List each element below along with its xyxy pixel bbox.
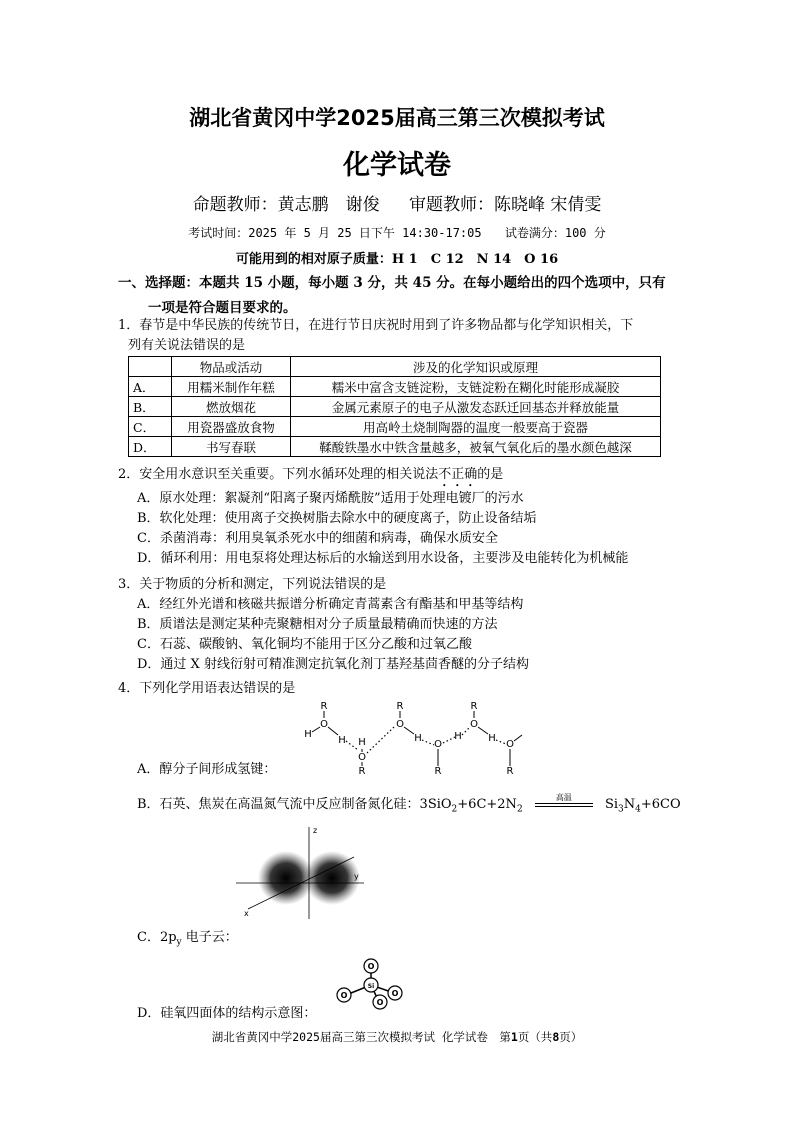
q2-option-a: A．原水处理：絮凝剂“阳离子聚丙烯酰胺”适用于处理电镀厂的污水 <box>137 491 524 506</box>
q4-b-text: B．石英、焦炭在高温氮气流中反应制备氮化硅：3SiO <box>137 797 452 812</box>
section-line-1: 一、选择题：本题共 15 小题，每小题 3 分，共 45 分。在每小题给出的四个选项中，只有 <box>118 275 666 291</box>
oxygen-label: O <box>391 989 399 998</box>
cloud-lobe-right <box>304 851 360 905</box>
question-4-stem: 4．下列化学用语表达错误的是 <box>118 681 296 696</box>
oxygen-label: O <box>340 991 348 1000</box>
question-1-stem <box>118 316 678 356</box>
q4-option-d: D．硅氧四面体的结构示意图： <box>137 1006 317 1021</box>
full-score: 试卷满分：100 分 <box>504 226 606 240</box>
fig-h-label: H <box>454 731 462 742</box>
q2-option-b: B．软化处理：使用离子交换树脂去除水中的硬度离子，防止设备结垢 <box>137 511 537 526</box>
q3-option-a: A．经红外光谱和核磁共振谱分析确定青蒿素含有酯基和甲基等结构 <box>137 597 524 612</box>
axis-x: x <box>244 909 249 918</box>
fig-o-label: O <box>320 719 328 730</box>
row-principle: 用高岭土烧制陶器的温度一般要高于瓷器 <box>291 417 661 437</box>
table-header-item: 物品或活动 <box>172 357 291 377</box>
axis-y: y <box>354 872 359 881</box>
row-principle: 糯米中富含支链淀粉，支链淀粉在糊化时能形成凝胶 <box>291 377 661 397</box>
hydrogen-bond-figure <box>290 697 530 775</box>
reviewer-teachers: 审题教师：陈晓峰 宋倩雯 <box>409 195 602 215</box>
q2-emphasis: 不正确 <box>438 467 478 482</box>
fig-h-label: H <box>338 735 346 746</box>
fig-h-label: H <box>488 733 496 744</box>
axis-z: z <box>313 826 318 835</box>
row-option: B． <box>129 397 172 417</box>
question-2-options <box>137 489 687 569</box>
fig-o-label: O <box>358 752 366 763</box>
q1-stem-line-2: 列有关说法错误的是 <box>128 338 246 353</box>
row-option: D． <box>129 437 172 457</box>
table-row <box>129 437 661 457</box>
q4-c-tail: 电子云： <box>181 930 238 945</box>
fig-r-label: R <box>358 766 366 775</box>
footer-total: 8 <box>552 1030 560 1044</box>
oxygen-label: O <box>367 962 375 971</box>
footer-end: 页） <box>559 1030 583 1044</box>
q2-option-d: D．循环利用：用电泵将处理达标后的水输送到用水设备，主要涉及电能转化为机械能 <box>137 551 629 566</box>
row-item: 用瓷器盛放食物 <box>172 417 291 437</box>
row-principle: 鞣酸铁墨水中铁含量越多，被氧气氧化后的墨水颜色越深 <box>291 437 661 457</box>
question-1-table <box>128 356 661 457</box>
fig-r-label: R <box>470 701 478 712</box>
silicon-label: Si <box>367 983 375 990</box>
fig-o-label: O <box>506 739 514 750</box>
footer-text: 湖北省黄冈中学2025届高三第三次模拟考试 化学试卷 第 <box>211 1030 511 1044</box>
teachers-line <box>0 190 794 215</box>
setter-teachers: 命题教师：黄志鹏 谢俊 <box>192 195 380 215</box>
fig-o-label: O <box>470 719 478 730</box>
question-3-stem: 3．关于物质的分析和测定，下列说法错误的是 <box>118 577 387 592</box>
table-row <box>129 377 661 397</box>
oxygen-label: O <box>376 998 384 1007</box>
q4-b-prod: Si <box>604 797 619 812</box>
fig-r-label: R <box>320 701 328 712</box>
q4-c-text: C．2p <box>137 930 177 945</box>
row-item: 用糯米制作年糕 <box>172 377 291 397</box>
q3-option-b: B．质谱法是测定某种壳聚糖相对分子质量最精确而快速的方法 <box>137 617 498 632</box>
atomic-masses: 可能用到的相对原子质量：H 1 C 12 N 14 O 16 <box>235 252 559 267</box>
table-row <box>129 417 661 437</box>
q4-b-prod2: N <box>623 797 636 812</box>
q2-stem-part: 2．安全用水意识至关重要。下列水循环处理的相关说法 <box>118 467 439 482</box>
row-principle: 金属元素原子的电子从激发态跃迁回基态并释放能量 <box>291 397 661 417</box>
electron-cloud-figure <box>236 823 366 921</box>
q4-c-sub: y <box>176 937 182 948</box>
section-heading <box>118 271 678 321</box>
table-row <box>129 397 661 417</box>
page-footer <box>0 1029 794 1045</box>
exam-title: 湖北省黄冈中学2025届高三第三次模拟考试 <box>189 106 605 130</box>
row-item: 燃放烟花 <box>172 397 291 417</box>
row-option: A． <box>129 377 172 397</box>
table-header-principle: 涉及的化学知识或原理 <box>291 357 661 377</box>
table-header-row <box>129 357 661 377</box>
q4-option-a: A．醇分子间形成氢键： <box>137 762 277 777</box>
footer-mid: 页（共 <box>517 1030 553 1044</box>
q3-option-d: D．通过 X 射线衍射可精准测定抗氧化剂丁基羟基茴香醚的分子结构 <box>137 657 529 672</box>
fig-h-label: H <box>358 737 366 748</box>
footer-page: 1 <box>510 1030 518 1044</box>
question-2-stem <box>118 465 678 490</box>
row-item: 书写春联 <box>172 437 291 457</box>
q3-option-c: C．石蕊、碳酸钠、氧化铜均不能用于区分乙酸和过氧乙酸 <box>137 637 472 652</box>
q1-stem-line-1: 1．春节是中华民族的传统节日，在进行节日庆祝时用到了许多物品都与化学知识相关，下 <box>118 318 634 333</box>
subject-title: 化学试卷 <box>343 150 451 181</box>
q4-b-mid: +6C+2N <box>457 797 517 812</box>
q4-option-b: B．石英、焦炭在高温氮气流中反应制备氮化硅：$3SiO_2+6C+2N_2$ 高温 $Si_3N_4+6CO$ <box>137 795 697 820</box>
fig-r-label: R <box>506 766 514 775</box>
silica-tetrahedron-figure <box>328 956 410 1012</box>
fig-o-label: O <box>434 739 442 750</box>
row-option: C． <box>129 417 172 437</box>
fig-o-label: O <box>396 719 404 730</box>
fig-h-label: H <box>304 729 312 740</box>
exam-time: 考试时间：2025 年 5 月 25 日下午 14:30-17:05 <box>188 226 482 240</box>
exam-meta <box>0 224 794 241</box>
table-header-blank <box>129 357 172 377</box>
q4-option-c <box>137 928 238 953</box>
q4-b-prod3: +6CO <box>640 797 681 812</box>
reaction-arrow <box>535 792 593 812</box>
q2-stem-end: 的是 <box>477 467 504 482</box>
fig-r-label: R <box>434 766 442 775</box>
q2-option-c: C．杀菌消毒：利用臭氧杀死水中的细菌和病毒，确保水质安全 <box>137 531 498 546</box>
section-line-2: 一项是符合题目要求的。 <box>148 300 297 316</box>
fig-r-label: R <box>396 701 404 712</box>
fig-h-label: H <box>414 733 422 744</box>
reaction-condition: 高温 <box>555 792 572 802</box>
question-3-options <box>137 595 687 675</box>
